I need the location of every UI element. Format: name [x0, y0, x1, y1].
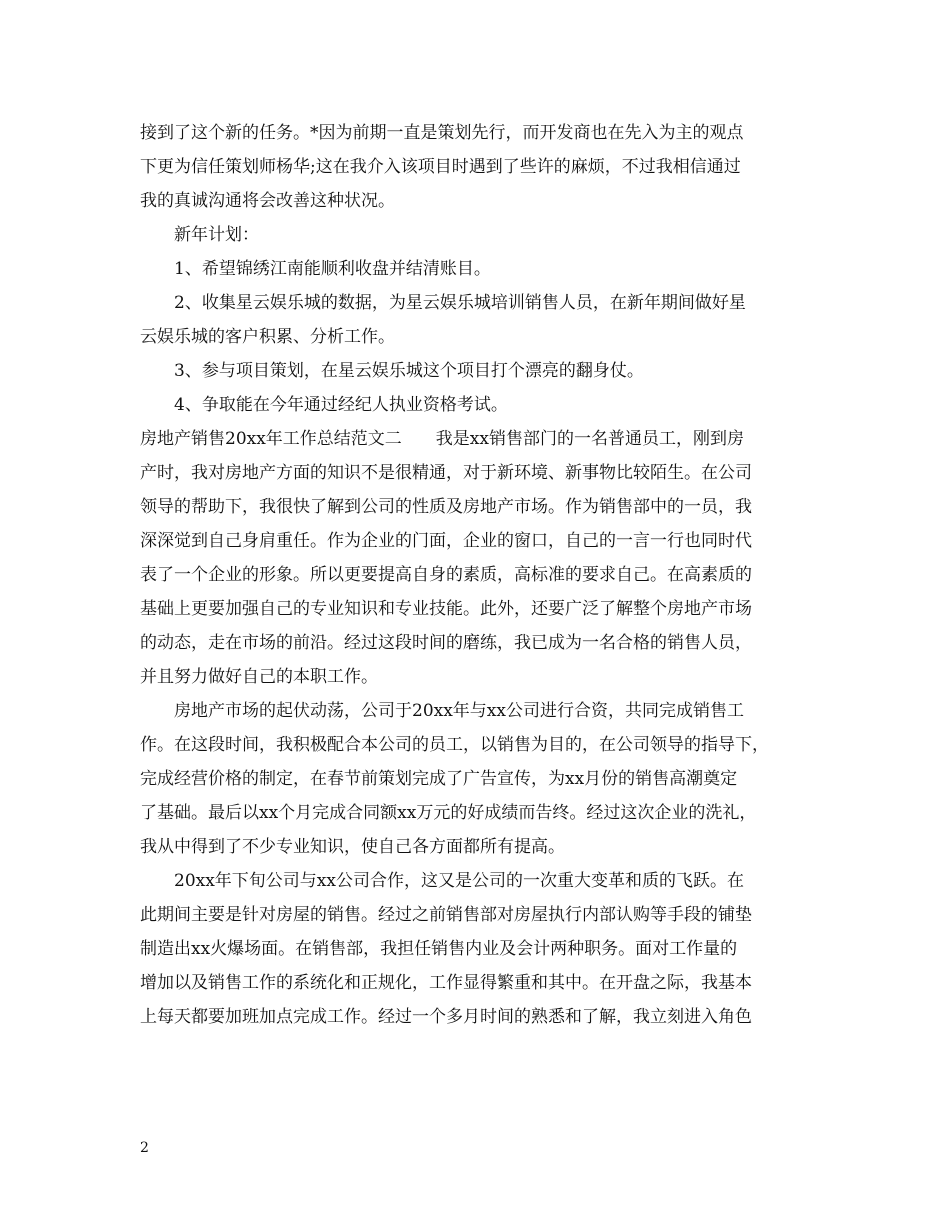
text-line: 表了一个企业的形象。所以更要提高自身的素质，高标准的要求自己。在高素质的	[140, 565, 752, 585]
text-line: 云娱乐城的客户积累、分析工作。	[140, 327, 395, 347]
text-line: 上每天都要加班加点完成工作。经过一个多月时间的熟悉和了解，我立刻进入角色	[140, 1007, 752, 1027]
text-line: 了基础。最后以xx个月完成合同额xx万元的好成绩而告终。经过这次企业的洗礼，	[140, 803, 757, 823]
text-line: 房地产销售20xx年工作总结范文二 我是xx销售部门的一名普通员工，刚到房	[140, 429, 744, 449]
text-line: 的动态，走在市场的前沿。经过这段时间的磨练，我已成为一名合格的销售人员，	[140, 633, 752, 653]
text-line: 房地产市场的起伏动荡，公司于20xx年与xx公司进行合资，共同完成销售工	[174, 701, 744, 721]
text-line: 我的真诚沟通将会改善这种状况。	[140, 191, 395, 211]
text-line: 4、争取能在今年通过经纪人执业资格考试。	[174, 395, 508, 415]
text-line: 1、希望锦绣江南能顺利收盘并结清账目。	[174, 259, 491, 279]
text-line: 深深觉到自己身肩重任。作为企业的门面，企业的窗口，自己的一言一行也同时代	[140, 531, 752, 551]
text-line: 2、收集星云娱乐城的数据，为星云娱乐城培训销售人员，在新年期间做好星	[174, 293, 746, 313]
text-line: 接到了这个新的任务。*因为前期一直是策划先行，而开发商也在先入为主的观点	[140, 123, 744, 143]
text-line: 此期间主要是针对房屋的销售。经过之前销售部对房屋执行内部认购等手段的铺垫	[140, 905, 752, 925]
text-line: 完成经营价格的制定，在春节前策划完成了广告宣传，为xx月份的销售高潮奠定	[140, 769, 738, 789]
text-line: 20xx年下旬公司与xx公司合作，这又是公司的一次重大变革和质的飞跃。在	[174, 871, 744, 891]
text-line: 作。在这段时间，我积极配合本公司的员工，以销售为目的，在公司领导的指导下，	[140, 735, 769, 755]
page-number: 2	[140, 1140, 149, 1156]
text-line: 增加以及销售工作的系统化和正规化，工作显得繁重和其中。在开盘之际，我基本	[140, 973, 752, 993]
text-line: 新年计划：	[174, 225, 259, 245]
text-line: 制造出xx火爆场面。在销售部，我担任销售内业及会计两种职务。面对工作量的	[140, 939, 738, 959]
text-line: 基础上更要加强自己的专业知识和专业技能。此外，还要广泛了解整个房地产市场	[140, 599, 752, 619]
text-line: 我从中得到了不少专业知识，使自己各方面都所有提高。	[140, 837, 565, 857]
text-line: 3、参与项目策划，在星云娱乐城这个项目打个漂亮的翻身仗。	[174, 361, 644, 381]
text-line: 并且努力做好自己的本职工作。	[140, 667, 378, 687]
text-line: 领导的帮助下，我很快了解到公司的性质及房地产市场。作为销售部中的一员，我	[140, 497, 752, 517]
text-line: 下更为信任策划师杨华;这在我介入该项目时遇到了些许的麻烦，不过我相信通过	[140, 157, 741, 177]
body-text	[140, 116, 812, 1034]
text-line: 产时，我对房地产方面的知识不是很精通，对于新环境、新事物比较陌生。在公司	[140, 463, 752, 483]
